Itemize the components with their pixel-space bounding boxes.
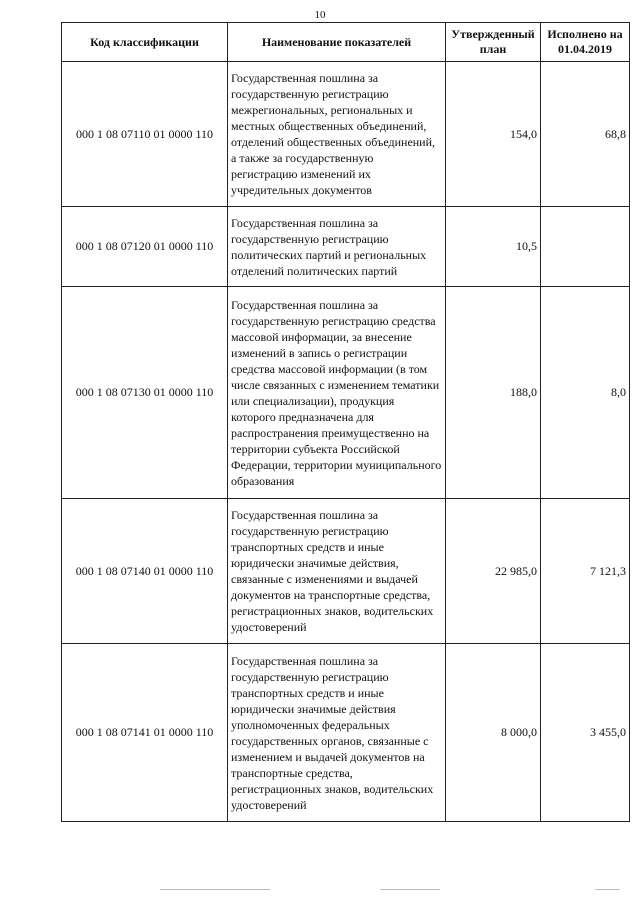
row-plan: 188,0 xyxy=(446,287,541,499)
row-code: 000 1 08 07120 01 0000 110 xyxy=(62,207,228,287)
table-row xyxy=(62,287,630,499)
row-code: 000 1 08 07110 01 0000 110 xyxy=(62,62,228,207)
row-code: 000 1 08 07130 01 0000 110 xyxy=(62,287,228,499)
header-executed: Исполнено на 01.04.2019 xyxy=(541,23,630,62)
row-executed: 68,8 xyxy=(541,62,630,207)
row-name: Государственная пошлина за государственную регистрацию средства массовой информации, за внесение изменений в запись о регистрации средства массовой информации (в том числе связанных с изменением тематики или специализации), продукция которого предназначена для распространения преимущественно на территории субъекта Российской Федерации, территории муниципального образования xyxy=(228,287,446,499)
scan-artifact-line xyxy=(160,889,270,890)
table-header-row xyxy=(62,23,630,62)
header-code: Код классификации xyxy=(62,23,228,62)
scan-artifact-line xyxy=(380,889,440,890)
table-row xyxy=(62,62,630,207)
row-name: Государственная пошлина за государственную регистрацию транспортных средств и иные юридически значимые действия уполномоченных федеральных государственных органов, связанные с изменением и выдачей документов на транспортные средства, регистрационных знаков, водительских удостоверений xyxy=(228,644,446,822)
budget-table xyxy=(61,22,630,822)
table-row xyxy=(62,499,630,644)
row-name: Государственная пошлина за государственную регистрацию межрегиональных, региональных и местных общественных объединений, отделений общественных объединений, а также за государственную регистрацию изменений их учредительных документов xyxy=(228,62,446,207)
row-name: Государственная пошлина за государственную регистрацию политических партий и региональных отделений политических партий xyxy=(228,207,446,287)
row-executed: 7 121,3 xyxy=(541,499,630,644)
header-plan: Утвержденный план xyxy=(446,23,541,62)
row-plan: 10,5 xyxy=(446,207,541,287)
scan-artifact-line xyxy=(595,889,620,890)
row-executed: 3 455,0 xyxy=(541,644,630,822)
row-executed: 8,0 xyxy=(541,287,630,499)
row-code: 000 1 08 07140 01 0000 110 xyxy=(62,499,228,644)
row-plan: 8 000,0 xyxy=(446,644,541,822)
page-number: 10 xyxy=(314,9,326,21)
header-name: Наименование показателей xyxy=(228,23,446,62)
table-row xyxy=(62,207,630,287)
row-plan: 22 985,0 xyxy=(446,499,541,644)
row-executed xyxy=(541,207,630,287)
row-name: Государственная пошлина за государственную регистрацию транспортных средств и иные юридически значимые действия, связанные с изменениями и выдачей документов на транспортные средства, регистрационных знаков, водительских удостоверений xyxy=(228,499,446,644)
row-code: 000 1 08 07141 01 0000 110 xyxy=(62,644,228,822)
table-row xyxy=(62,644,630,822)
row-plan: 154,0 xyxy=(446,62,541,207)
